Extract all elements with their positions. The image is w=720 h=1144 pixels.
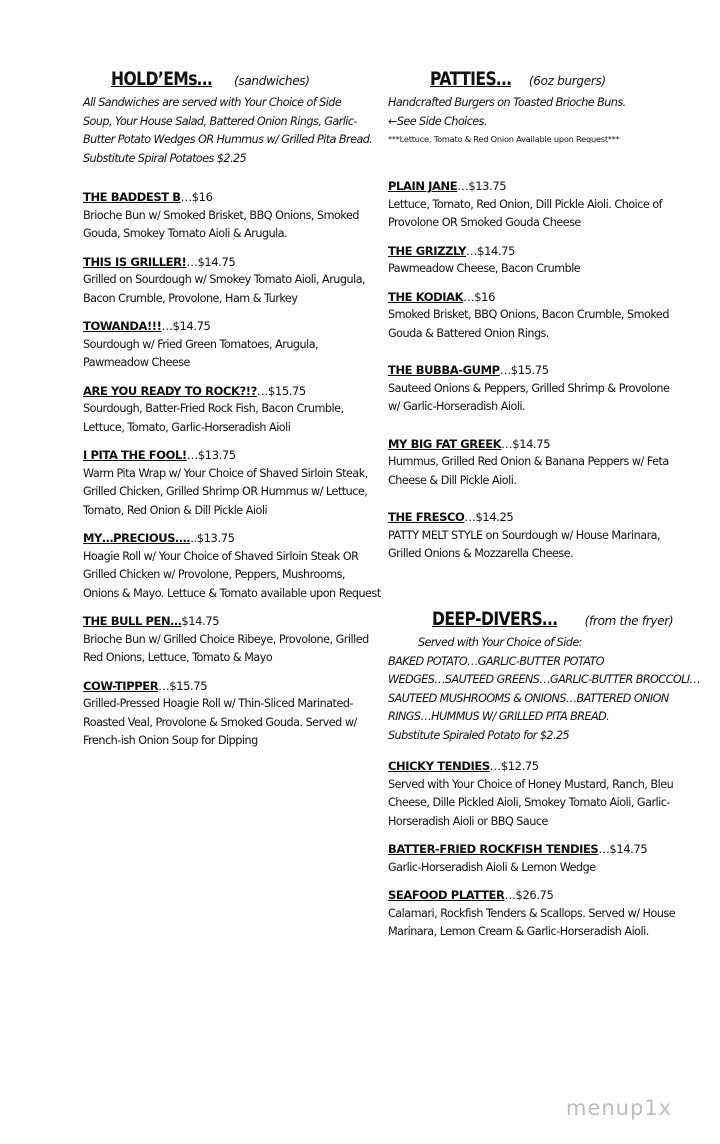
item-description: [388, 776, 674, 832]
desc-line: Brioche Bun w/ Smoked Brisket, BBQ Onions, Smoked: [83, 208, 359, 222]
desc-line: French-ish Onion Soup for Dipping: [83, 734, 258, 747]
item-price: ..$13.75: [190, 531, 235, 545]
desc-line: Grilled Onions & Mozzarella Cheese.: [388, 547, 574, 560]
left-arrow-icon: ←: [388, 114, 397, 128]
item-price: …$14.25: [464, 510, 514, 524]
patties-title: PATTIES…: [430, 68, 512, 90]
holdems-intro: [83, 94, 373, 168]
menu-item: [388, 757, 674, 831]
item-description: [83, 548, 381, 604]
desc-line: Provolone OR Smoked Gouda Cheese: [388, 216, 581, 229]
patties-intro: [388, 94, 658, 147]
item-name: I PITA THE FOOL!: [83, 448, 187, 462]
item-description: [83, 465, 368, 521]
desc-line: Served with Your Choice of Honey Mustard, Ranch, Bleu: [388, 777, 674, 791]
menu-item: [83, 529, 381, 603]
item-price: …$26.75: [504, 888, 554, 902]
desc-line: Cheese, Dille Pickled Aioli, Smokey Tomato Aioli, Garlic-: [388, 796, 670, 809]
intro-line: All Sandwiches are served with Your Choice of Side: [83, 96, 342, 109]
desc-line: Roasted Veal, Provolone & Smoked Gouda. Served w/: [83, 715, 357, 729]
deepdivers-section: [388, 608, 701, 942]
item-name: THE FRESCO: [388, 510, 465, 524]
intro-text: See Side Choices.: [396, 114, 487, 128]
deepdivers-title: DEEP-DIVERS…: [432, 608, 558, 630]
intro-line: Substitute Spiraled Potato for $2.25: [388, 728, 570, 742]
intro-line: Substitute Spiral Potatoes $2.25: [83, 151, 247, 165]
menu-item: [83, 612, 369, 668]
item-description: [388, 453, 669, 490]
item-name: CHICKY TENDIES: [388, 759, 490, 773]
desc-line: Hummus, Grilled Red Onion & Banana Peppers w/ Feta: [388, 455, 669, 468]
menu-item: [83, 253, 366, 309]
item-name: TOWANDA!!!: [83, 319, 162, 333]
item-description: [388, 859, 660, 878]
desc-line: Sourdough w/ Fried Green Tomatoes, Arugula,: [83, 337, 319, 351]
holdems-title: HOLD’EMs…: [111, 68, 212, 90]
item-price: …$14.75: [466, 243, 515, 258]
desc-line: Warm Pita Wrap w/ Your Choice of Shaved Sirloin Steak,: [83, 466, 368, 480]
desc-line: Pawmeadow Cheese, Bacon Crumble: [388, 262, 581, 275]
item-name: PLAIN JANE: [388, 179, 458, 193]
menu-item: [388, 242, 658, 279]
item-name: ARE YOU READY TO ROCK?!?: [83, 383, 257, 398]
item-name: MY BIG FAT GREEK: [388, 436, 502, 451]
desc-line: Bacon Crumble, Provolone, Ham & Turkey: [83, 291, 298, 305]
desc-line: Marinara, Lemon Cream & Garlic-Horseradish Aioli.: [388, 925, 649, 938]
desc-line: Lettuce, Tomato, Red Onion, Dill Pickle Aioli. Choice of: [388, 197, 663, 211]
patties-subtitle: (6oz burgers): [528, 74, 606, 88]
menu-item: [388, 435, 669, 491]
intro-line: Butter Potato Wedges OR Hummus w/ Grilled Pita Bread.: [83, 133, 373, 146]
item-name: SEAFOOD PLATTER: [388, 888, 505, 902]
item-description: [388, 260, 658, 279]
item-price: $14.75: [181, 614, 220, 628]
item-name: THE KODIAK: [388, 289, 464, 304]
menu-item: [388, 840, 660, 877]
item-price: …$16: [463, 289, 495, 304]
intro-line: RINGS…HUMMUS W/ GRILLED PITA BREAD.: [388, 710, 610, 723]
deepdivers-subtitle: (from the fryer): [584, 614, 674, 628]
desc-line: Gouda & Battered Onion Rings.: [388, 326, 549, 340]
menupix-watermark: menup1x: [566, 1096, 673, 1120]
item-price: …$16: [180, 190, 213, 204]
menu-item: [388, 508, 661, 564]
menu-item: [83, 188, 359, 244]
holdems-heading: [83, 68, 351, 90]
item-description: [388, 380, 670, 417]
item-description: [83, 631, 369, 668]
patties-note: ***Lettuce, Tomato & Red Onion Available upon Request***: [388, 134, 620, 144]
item-price: …$13.75: [457, 179, 507, 193]
item-price: …$15.75: [158, 678, 208, 693]
desc-line: Gouda, Smokey Tomato Aioli & Arugula.: [83, 227, 288, 240]
desc-line: Calamari, Rockfish Tenders & Scallops. Served w/ House: [388, 906, 676, 920]
item-name: THE BADDEST B: [83, 190, 181, 204]
item-description: [388, 527, 661, 564]
intro-line: Handcrafted Burgers on Toasted Brioche Buns.: [388, 96, 626, 109]
desc-line: Smoked Brisket, BBQ Onions, Bacon Crumble, Smoked: [388, 308, 669, 321]
intro-line: WEDGES…SAUTEED GREENS…GARLIC-BUTTER BROCCOLI…: [388, 673, 701, 686]
item-name: THE BULL PEN…: [83, 614, 182, 628]
item-name: COW-TIPPER: [83, 678, 159, 693]
item-name: THE BUBBA-GUMP: [388, 363, 500, 377]
patties-section: [388, 68, 670, 564]
menu-item: [83, 382, 351, 438]
item-description: [83, 207, 359, 244]
menu-item: [388, 177, 663, 233]
desc-line: Grilled-Pressed Hoagie Roll w/ Thin-Sliced Marinated-: [83, 697, 353, 710]
deepdivers-heading: [388, 608, 674, 630]
desc-line: Pawmeadow Cheese: [83, 356, 190, 369]
menu-item: [388, 886, 676, 942]
intro-line: Served with Your Choice of Side:: [418, 636, 582, 649]
item-description: [388, 306, 669, 343]
item-price: …$14.75: [598, 842, 648, 856]
item-name: THIS IS GRILLER!: [83, 254, 187, 269]
desc-line: Grilled Chicken w/ Provolone, Peppers, Mushrooms,: [83, 568, 345, 581]
menu-item: [83, 677, 357, 751]
item-price: …$15.75: [256, 383, 306, 398]
item-description: [83, 400, 351, 437]
item-price: …$15.75: [499, 363, 549, 377]
intro-line: BAKED POTATO…GARLIC-BUTTER POTATO: [388, 654, 605, 668]
item-description: [388, 196, 663, 233]
holdems-section: [83, 68, 381, 751]
item-description: [83, 336, 351, 373]
desc-line: Grilled on Sourdough w/ Smokey Tomato Aioli, Arugula,: [83, 273, 366, 286]
holdems-subtitle: (sandwiches): [234, 74, 310, 88]
desc-line: Tomato, Red Onion & Dill Pickle Aioli: [83, 503, 268, 517]
item-price: …$13.75: [186, 448, 236, 462]
patties-heading: [388, 68, 658, 90]
intro-line: Soup, Your House Salad, Battered Onion Rings, Garlic-: [83, 114, 357, 128]
item-description: [83, 695, 357, 751]
desc-line: Sauteed Onions & Peppers, Grilled Shrimp & Provolone: [388, 381, 670, 395]
desc-line: Lettuce, Tomato, Garlic-Horseradish Aioli: [83, 420, 291, 434]
item-name: THE GRIZZLY: [388, 243, 467, 258]
item-price: …$14.75: [161, 319, 211, 333]
intro-line: SAUTEED MUSHROOMS & ONIONS…BATTERED ONION: [388, 691, 669, 705]
desc-line: Hoagie Roll w/ Your Choice of Shaved Sirloin Steak OR: [83, 549, 359, 563]
item-name: BATTER-FRIED ROCKFISH TENDIES: [388, 842, 599, 856]
intro-line: [388, 113, 658, 132]
desc-line: Onions & Mayo. Lettuce & Tomato available upon Request: [83, 586, 381, 600]
desc-line: Grilled Chicken, Grilled Shrimp OR Hummus w/ Lettuce,: [83, 485, 368, 498]
desc-line: PATTY MELT STYLE on Sourdough w/ House Marinara,: [388, 528, 661, 542]
desc-line: Sourdough, Batter-Fried Rock Fish, Bacon Crumble,: [83, 402, 344, 415]
menu-item: [83, 317, 351, 373]
item-description: [388, 905, 676, 942]
desc-line: Red Onions, Lettuce, Tomato & Mayo: [83, 651, 273, 664]
desc-line: Horseradish Aioli or BBQ Sauce: [388, 814, 548, 828]
desc-line: Garlic-Horseradish Aioli & Lemon Wedge: [388, 860, 596, 874]
desc-line: Cheese & Dill Pickle Aioli.: [388, 473, 517, 487]
item-description: [83, 271, 366, 308]
item-name: MY…PRECIOUS….: [83, 531, 191, 545]
deepdivers-intro: [388, 634, 701, 745]
item-price: …$12.75: [489, 759, 539, 773]
menu-item: [83, 446, 368, 520]
menu-item: [388, 361, 670, 417]
desc-line: Brioche Bun w/ Grilled Choice Ribeye, Provolone, Grilled: [83, 632, 369, 646]
desc-line: w/ Garlic-Horseradish Aioli.: [388, 400, 526, 413]
item-price: …$14.75: [501, 436, 551, 451]
menu-item: [388, 288, 669, 344]
item-price: …$14.75: [186, 254, 236, 269]
